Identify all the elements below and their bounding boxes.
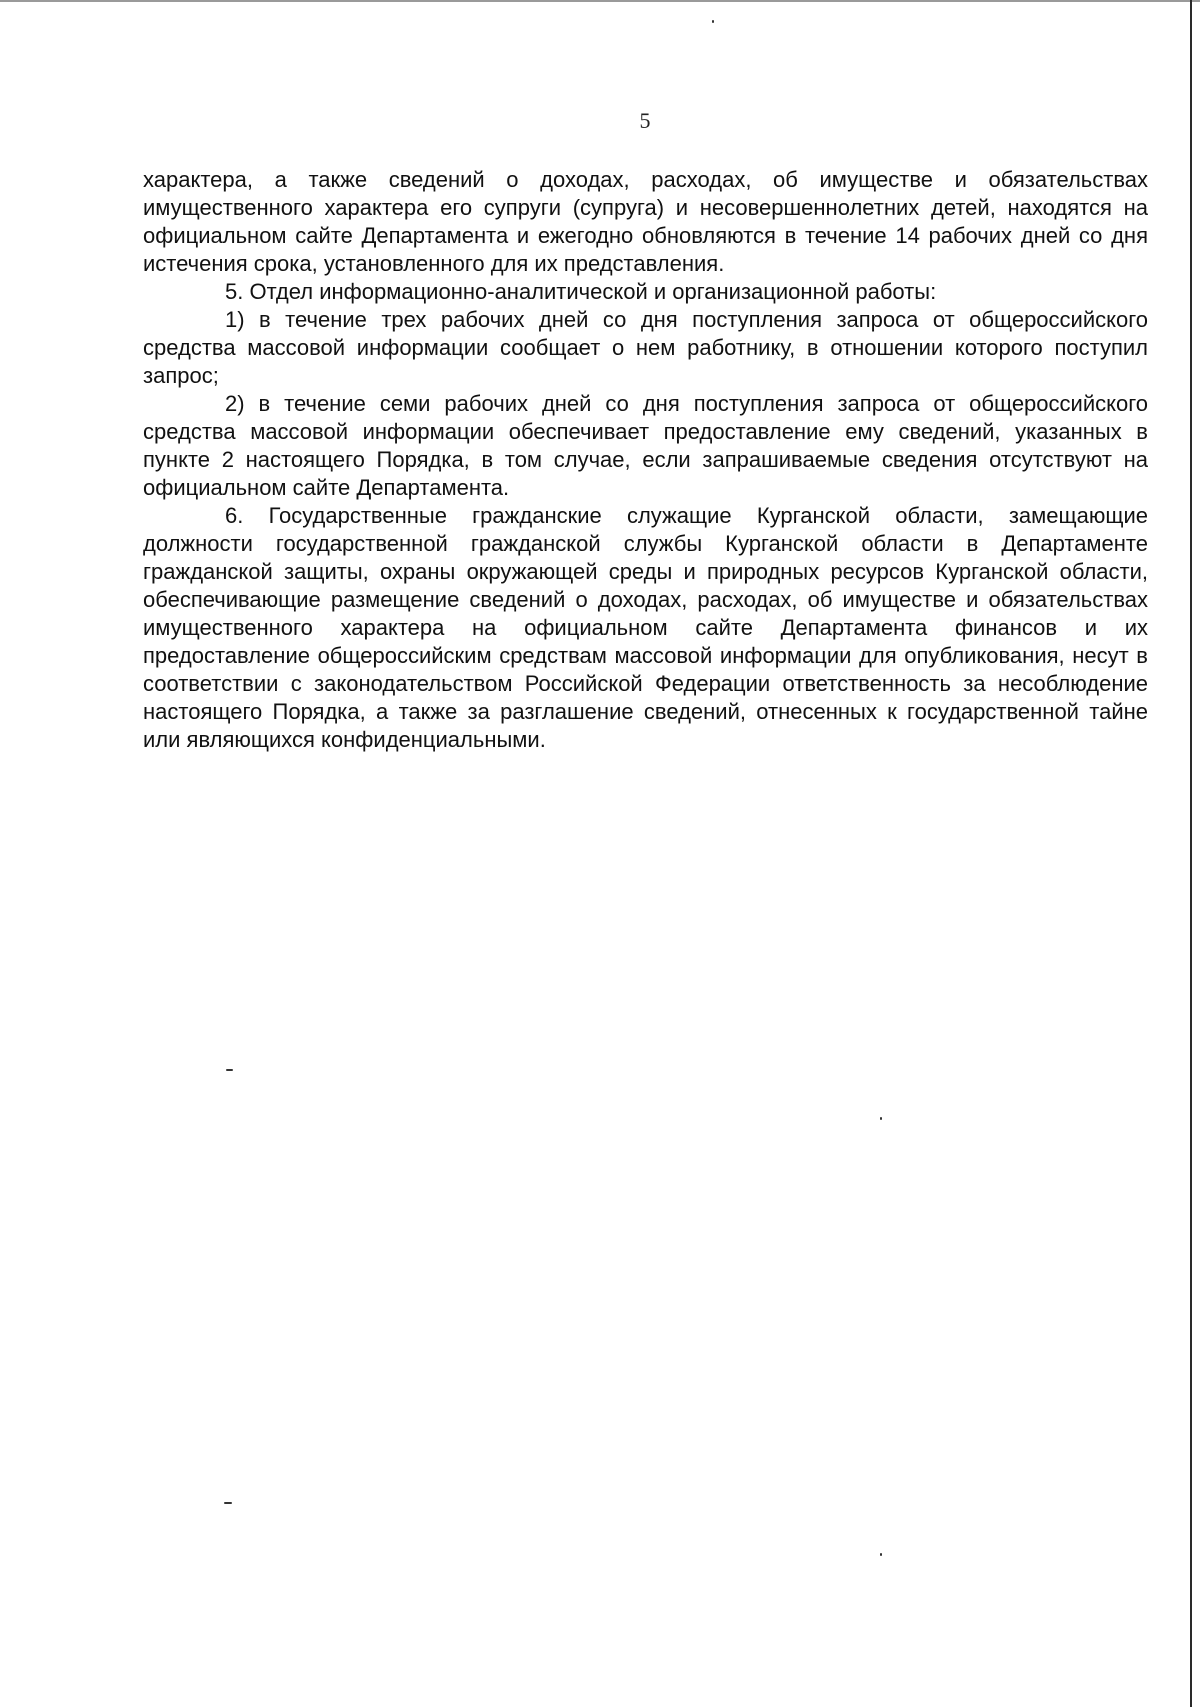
scan-speck — [224, 1502, 232, 1504]
scan-speck — [880, 1117, 882, 1120]
scan-speck — [880, 1553, 882, 1556]
scan-speck — [712, 20, 714, 23]
paragraph-item-5: 5. Отдел информационно-аналитической и организационной работы: — [225, 279, 937, 304]
scan-edge-right — [1190, 0, 1192, 1707]
paragraph-subitem-1: 1) в течение трех рабочих дней со дня поступления запроса от общероссийского средства массовой информации сообщает о нем работнику, в отношении которого поступил запрос; — [143, 307, 1148, 388]
paragraph-item-6: 6. Государственные гражданские служащие Курганской области, замещающие должности государственной гражданской службы Курганской области в Департаменте гражданской защиты, охраны окружающей среды и природных ресурсов Курганской области, обеспечивающие размещение сведений о доходах, расходах, об имуществе и обязательствах имущественного характера на официальном сайте Департамента финансов и их предоставление общероссийским средствам массовой информации для опубликования, несут в соответствии с законодательством Российской Федерации ответственность за несоблюдение настоящего Порядка, а также за разглашение сведений, отнесенных к государственной тайне или являющихся конфиденциальными. — [143, 503, 1148, 752]
paragraph-subitem-2: 2) в течение семи рабочих дней со дня поступления запроса от общероссийского средства массовой информации обеспечивает предоставление ему сведений, указанных в пункте 2 настоящего Порядка, в том случае, если запрашиваемые сведения отсутствуют на официальном сайте Департамента. — [143, 391, 1148, 500]
scan-edge-top — [0, 0, 1200, 2]
page-number: 5 — [639, 108, 651, 133]
paragraph-continuation: характера, а также сведений о доходах, расходах, об имуществе и обязательствах имущественного характера его супруги (супруга) и несовершеннолетних детей, находятся на официальном сайте Департамента и ежегодно обновляются в течение 14 рабочих дней со дня истечения срока, установленного для их представления. — [143, 167, 1148, 276]
scan-speck — [226, 1069, 233, 1071]
body-text — [143, 166, 1148, 754]
